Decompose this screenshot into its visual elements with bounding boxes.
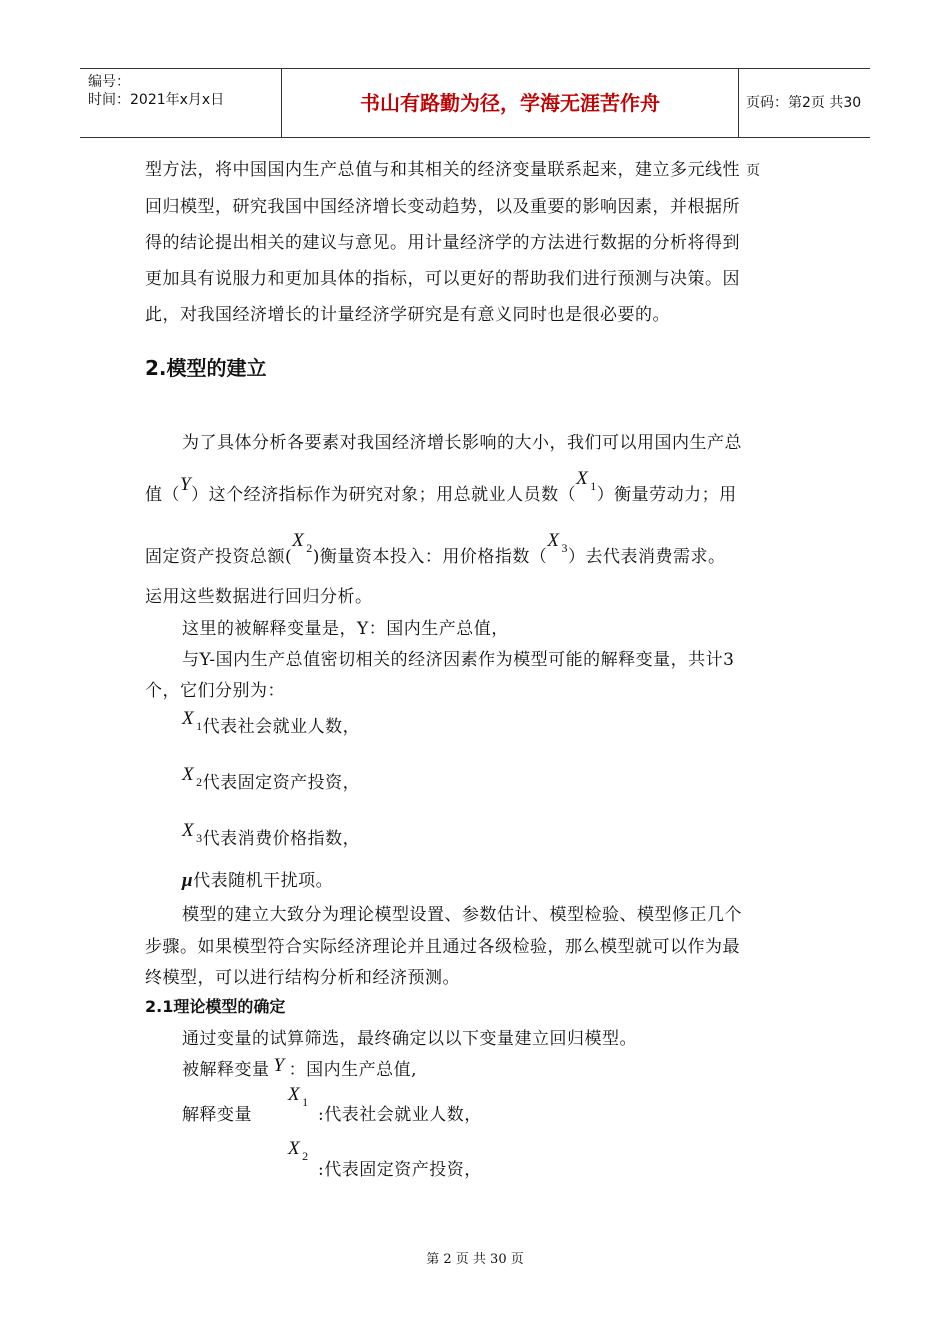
text-line: 个，它们分别为： — [145, 681, 285, 701]
text-fragment: ：国内生产总值, — [288, 1060, 417, 1080]
text-line: 这里的被解释变量是，Y：国内生产总值， — [182, 619, 509, 639]
var-x2: X $_2$ — [182, 764, 203, 789]
variable-item-x2 — [182, 764, 361, 794]
text-line: :代表社会就业人数， — [318, 1105, 482, 1125]
var-x3: X $_3$ — [182, 820, 203, 845]
text-line: 更加具有说服力和更加具体的指标，可以更好的帮助我们进行预测与决策。因 — [145, 269, 740, 289]
text-line: 模型的建立大致分为理论模型设置、参数估计、模型检验、模型修正几个 — [182, 905, 742, 925]
var-x1: X $_1$ — [288, 1084, 309, 1109]
date-label: 时间：2021年x月x日 — [88, 92, 225, 108]
header-page-info: 页码：第2页 共30页 — [746, 95, 862, 179]
page-footer: 第 2 页 共 30 页 — [426, 1252, 524, 1267]
text-fragment: )衡量资本投入：用价格指数（ — [312, 547, 548, 567]
text-line: 步骤。如果模型符合实际经济理论并且通过各级检验，那么模型就可以作为最 — [145, 937, 740, 957]
header-motto: 书山有路勤为径，学海无涯苦作舟 — [282, 69, 739, 137]
independent-variable-label: 解释变量 — [182, 1105, 252, 1125]
text-fragment: 代表随机干扰项。 — [193, 871, 334, 891]
text-fragment: 代表固定资产投资， — [202, 773, 361, 793]
var-mu: μ — [182, 870, 194, 891]
text-fragment: ）去代表消费需求。 — [568, 547, 726, 567]
text-fragment: 固定资产投资总额( — [145, 547, 293, 567]
var-y: Y — [273, 1055, 285, 1076]
text-line-with-vars — [145, 468, 737, 506]
text-line: :代表固定资产投资， — [318, 1160, 482, 1180]
text-line: 运用这些数据进行回归分析。 — [145, 587, 373, 607]
text-line: 此，对我国经济增长的计量经济学研究是有意义同时也是很必要的。 — [145, 305, 670, 325]
var-x1: X $_1$ — [576, 468, 597, 493]
text-line: 回归模型，研究我国中国经济增长变动趋势，以及重要的影响因素，并根据所 — [145, 197, 740, 217]
text-line: 为了具体分析各要素对我国经济增长影响的大小，我们可以用国内生产总 — [182, 433, 742, 453]
header-meta — [80, 69, 282, 137]
text-fragment: 代表消费价格指数， — [202, 829, 361, 849]
text-fragment: 值（ — [145, 485, 180, 505]
text-fragment: ）衡量劳动力；用 — [596, 485, 737, 505]
var-x2: X $_2$ — [288, 1138, 309, 1163]
section-2-title: 2.模型的建立 — [145, 356, 267, 380]
text-line: 终模型，可以进行结构分析和经济预测。 — [145, 968, 460, 988]
var-x1: X $_1$ — [182, 708, 203, 733]
var-x3: X $_3$ — [547, 530, 568, 555]
number-label: 编号： — [88, 74, 130, 90]
text-line: 得的结论提出相关的建议与意见。用计量经济学的方法进行数据的分析将得到 — [145, 233, 740, 253]
text-fragment: 代表社会就业人数， — [202, 717, 361, 737]
text-line: 与Y-国内生产总值密切相关的经济因素作为模型可能的解释变量，共计3 — [182, 650, 735, 670]
variable-item-mu — [182, 866, 333, 892]
section-2-1-title: 2.1理论模型的确定 — [145, 997, 286, 1016]
var-x2: X $_2$ — [292, 530, 313, 555]
text-fragment: ）这个经济指标作为研究对象；用总就业人员数（ — [191, 485, 577, 505]
text-line: 型方法，将中国国内生产总值与和其相关的经济变量联系起来，建立多元线性 — [145, 160, 740, 180]
variable-item-x1 — [182, 708, 361, 738]
text-line-with-vars — [145, 530, 726, 568]
dependent-variable-line — [182, 1055, 417, 1081]
text-fragment: 被解释变量 — [182, 1060, 270, 1080]
variable-item-x3 — [182, 820, 361, 850]
text-line: 通过变量的试算筛选，最终确定以以下变量建立回归模型。 — [182, 1029, 637, 1049]
var-y: Y — [180, 474, 192, 495]
